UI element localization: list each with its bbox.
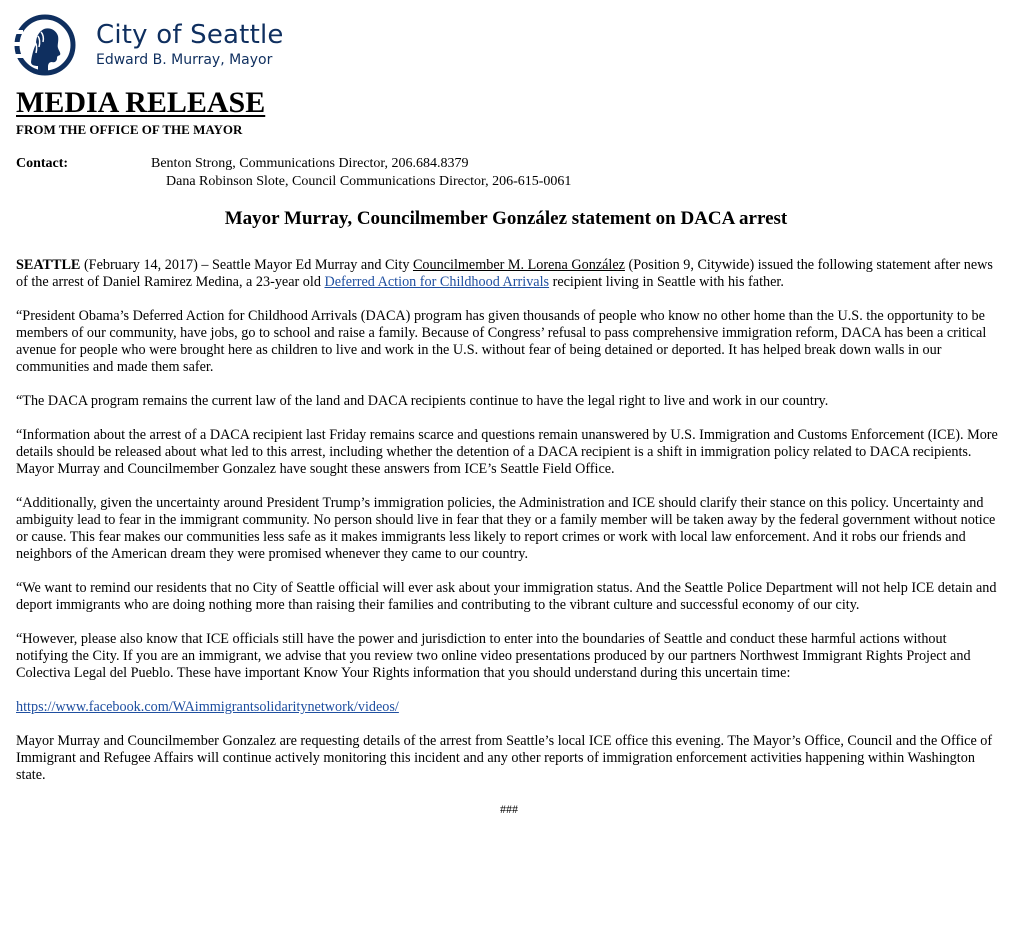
paragraph-ice-power: “However, please also know that ICE officials still have the power and jurisdiction to enter into the boundaries of Seattle and conduct these harmful actions without notifying the City. If you are an immigrant, we advise that you review two online video presentations produced by our partners Northwest Immigrant Rights Project and Colectiva Legal del Pueblo. These have important Know Your Rights information that you should understand during this uncertain time: (16, 631, 971, 681)
dateline: SEATTLE (16, 257, 81, 273)
headline: Mayor Murray, Councilmember González statement on DACA arrest (224, 208, 788, 229)
contact-line-1: Benton Strong, Communications Director, 206.684.8379 (151, 156, 469, 171)
paragraph-closing: Mayor Murray and Councilmember Gonzalez are requesting details of the arrest from Seattle’s local ICE office this evening. The Mayor’s Office, Council and the Office of Immigrant and Refugee Affairs will continue actively monitoring this incident and any other reports of immigration enforcement activities happening within Washington state. (16, 733, 993, 783)
paragraph-intro (16, 257, 1002, 291)
contact-label: Contact: (16, 156, 69, 171)
seattle-seal-icon (14, 14, 78, 76)
daca-link[interactable]: Deferred Action for Childhood Arrivals (324, 274, 550, 290)
media-release-subtitle: FROM THE OFFICE OF THE MAYOR (16, 122, 243, 137)
intro-text-a: (February 14, 2017) – Seattle Mayor Ed Murray and City (80, 257, 413, 273)
intro-text-b: (Position 9, Citywide) issued the following statement after news of the arrest of Daniel Ramirez Medina, a 23-year old (16, 257, 993, 290)
intro-text-c: recipient living in Seattle with his father. (549, 274, 784, 290)
paragraph-arrest-info: “Information about the arrest of a DACA recipient last Friday remains scarce and questions remain unanswered by U.S. Immigration and Customs Enforcement (ICE). More details should be released about what led to this arrest, including whether the detention of a DACA recipient is a shift in immigration policy related to DACA recipients. Mayor Murray and Councilmember Gonzalez have sought these answers from ICE’s Seattle Field Office. (16, 427, 998, 477)
councilmember-link[interactable]: Councilmember M. Lorena González (412, 257, 625, 273)
paragraph-uncertainty: “Additionally, given the uncertainty around President Trump’s immigration policies, the Administration and ICE should clarify their stance on this policy. Uncertainty and ambiguity lead to fear in the immigrant community. No person should live in fear that they or a family member will be taken away by the federal government without notice or cause. This fear makes our communities less safe as it makes immigrants less likely to report crimes or work with local law enforcement. And it robs our friends and neighbors of the American dream they were promised whenever they came to our country. (16, 495, 996, 562)
end-mark: ### (500, 802, 518, 816)
logo-title: City of Seattle (96, 20, 284, 50)
paragraph-current-law: “The DACA program remains the current law of the land and DACA recipients continue to have the legal right to live and work in our country. (16, 393, 829, 409)
paragraph-video-link (16, 699, 1002, 716)
contact-line-2: Dana Robinson Slote, Council Communications Director, 206-615-0061 (166, 174, 572, 189)
paragraph-reminder: “We want to remind our residents that no City of Seattle official will ever ask about your immigration status. And the Seattle Police Department will not help ICE detain and deport immigrants who are doing nothing more than raising their families and contributing to the vibrant culture and successful economy of our city. (16, 580, 997, 613)
paragraph-daca-program: “President Obama’s Deferred Action for Childhood Arrivals (DACA) program has given thousands of people who know no other home than the U.S. the opportunity to be members of our community, have jobs, go to school and raise a family. Because of Congress’ refusal to pass comprehensive immigration reform, DACA has been a critical avenue for people who were brought here as children to live and work in the U.S. without fear of being detained or deported. It has helped break down walls in our communities and made them safer. (16, 308, 987, 375)
media-release-title: MEDIA RELEASE (16, 86, 266, 119)
city-logo (14, 14, 284, 76)
release-body (16, 257, 1002, 818)
video-link[interactable]: https://www.facebook.com/WAimmigrantsolidaritynetwork/videos/ (16, 699, 399, 715)
logo-subtitle: Edward B. Murray, Mayor (96, 52, 273, 68)
